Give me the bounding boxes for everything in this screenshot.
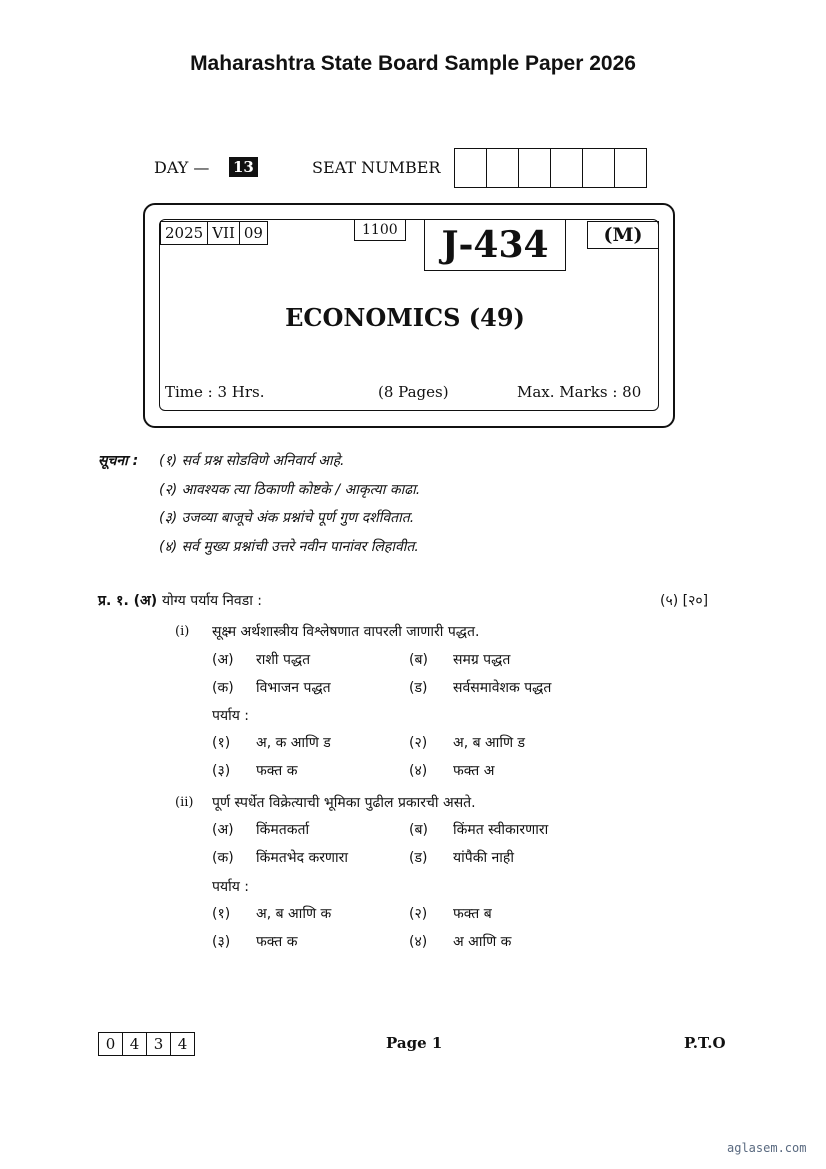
exam-time-code: 1100 — [354, 219, 406, 241]
instruction-item: (१) सर्व प्रश्न सोडविणे अनिवार्य आहे. — [159, 453, 345, 469]
choice-text: अ, क आणि ड — [256, 735, 331, 751]
choice-text: फक्त क — [256, 763, 298, 779]
page-title: Maharashtra State Board Sample Paper 2026 — [190, 52, 636, 75]
instruction-item: (४) सर्व मुख्य प्रश्नांची उत्तरे नवीन पानांवर लिहावीत. — [159, 539, 419, 555]
seat-digit-box — [519, 149, 551, 187]
day-label: DAY — — [154, 158, 210, 177]
instruction-item: (२) आवश्यक त्या ठिकाणी कोष्टके / आकृत्या काढा. — [159, 482, 421, 498]
subquestion-number: (i) — [175, 624, 190, 639]
option-text: विभाजन पद्धत — [256, 680, 331, 696]
option-key: (ड) — [409, 850, 428, 866]
choice-key: (२) — [409, 906, 428, 922]
choice-text: फक्त ब — [453, 906, 492, 922]
choice-key: (१) — [212, 735, 231, 751]
max-marks: Max. Marks : 80 — [517, 383, 642, 401]
seat-digit-box — [583, 149, 615, 187]
question-marks: (५) [२०] — [660, 593, 709, 609]
date-month: VII — [208, 222, 240, 244]
instructions-label: सूचना : — [98, 453, 139, 469]
choice-key: (३) — [212, 934, 231, 950]
option-text: राशी पद्धत — [256, 652, 311, 668]
instruction-item: (३) उजव्या बाजूचे अंक प्रश्नांचे पूर्ण गुण दर्शवितात. — [159, 510, 415, 526]
question-text: योग्य पर्याय निवडा : — [162, 593, 262, 609]
option-key: (अ) — [212, 652, 234, 668]
page-number: Page 1 — [386, 1034, 443, 1052]
date-day: 09 — [243, 224, 263, 242]
medium-code: (M) — [587, 221, 659, 249]
paper-code: J-434 — [424, 219, 566, 271]
option-text: समग्र पद्धत — [453, 652, 511, 668]
paper-code-boxes — [98, 1032, 195, 1056]
day-number-badge: 13 — [229, 157, 258, 177]
choices-label: पर्याय : — [212, 708, 249, 724]
subquestion-text: सूक्ष्म अर्थशास्त्रीय विश्लेषणात वापरली जाणारी पद्धत. — [212, 624, 480, 640]
code-digit: 3 — [147, 1033, 171, 1055]
code-digit: 4 — [123, 1033, 147, 1055]
choice-key: (४) — [409, 934, 428, 950]
option-text: सर्वसमावेशक पद्धत — [453, 680, 552, 696]
subquestion-number: (ii) — [175, 795, 194, 810]
option-key: (क) — [212, 850, 234, 866]
choice-text: अ आणि क — [453, 934, 512, 950]
choice-key: (१) — [212, 906, 231, 922]
question-heading — [98, 591, 262, 610]
option-text: यांपैकी नाही — [453, 850, 514, 866]
seat-digit-box — [487, 149, 519, 187]
exam-date — [160, 221, 268, 245]
code-digit: 4 — [177, 1035, 188, 1053]
option-key: (अ) — [212, 822, 234, 838]
choice-text: फक्त अ — [453, 763, 495, 779]
seat-digit-box — [551, 149, 583, 187]
choice-text: अ, ब आणि क — [256, 906, 332, 922]
seat-digit-box — [615, 149, 646, 187]
subject-title: ECONOMICS (49) — [285, 303, 525, 332]
date-year: 2025 — [161, 222, 208, 244]
code-digit: 0 — [99, 1033, 123, 1055]
choice-key: (३) — [212, 763, 231, 779]
option-key: (क) — [212, 680, 234, 696]
seat-digit-box — [455, 149, 487, 187]
question-number: प्र. १. (अ) — [98, 593, 158, 609]
option-text: किंमत स्वीकारणारा — [453, 822, 549, 838]
choices-label: पर्याय : — [212, 879, 249, 895]
option-text: किंमतकर्ता — [256, 822, 310, 838]
seat-number-boxes — [454, 148, 647, 188]
seat-number-label: SEAT NUMBER — [312, 158, 441, 177]
option-key: (ड) — [409, 680, 428, 696]
subquestion-text: पूर्ण स्पर्धेत विक्रेत्याची भूमिका पुढील प्रकारची असते. — [212, 795, 476, 811]
watermark: aglasem.com — [727, 1141, 807, 1155]
exam-duration: Time : 3 Hrs. — [165, 383, 265, 401]
option-text: किंमतभेद करणारा — [256, 850, 349, 866]
option-key: (ब) — [409, 652, 428, 668]
page-count: (8 Pages) — [378, 383, 449, 401]
option-key: (ब) — [409, 822, 428, 838]
choice-text: फक्त क — [256, 934, 298, 950]
choice-key: (४) — [409, 763, 428, 779]
choice-text: अ, ब आणि ड — [453, 735, 526, 751]
pto-label: P.T.O — [684, 1034, 726, 1052]
choice-key: (२) — [409, 735, 428, 751]
